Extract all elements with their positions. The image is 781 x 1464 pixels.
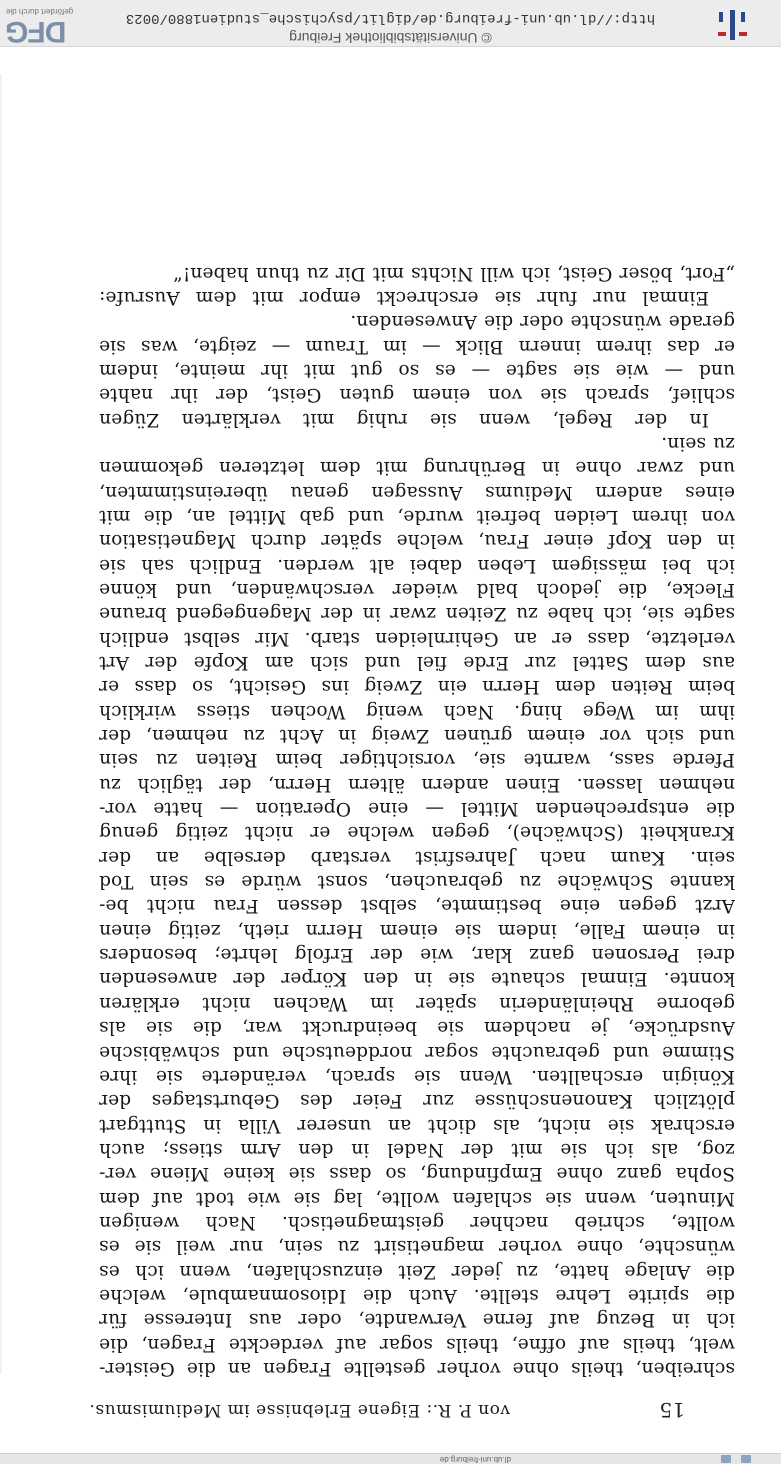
text-line: nehmen lassen. Einen andern ältern Herrn, der täglich zu: [99, 773, 735, 795]
text-line: ich in Bezug auf ferne Verwandte, oder aus Interesse für: [99, 1309, 735, 1331]
text-line: und — wie sie sagte — es so gut mit ihr meinte, indem: [99, 359, 735, 381]
text-line: welt, theils auf offne, theils sogar auf verdeckte Fragen, die: [99, 1333, 735, 1355]
dfg-mark: DFG: [6, 15, 67, 48]
viewer-scroll-bar[interactable]: [0, 1453, 781, 1464]
university-logo-icon: [711, 8, 753, 42]
body-text: [99, 260, 735, 1380]
text-line: Königin erschallten. Wenn sie sprach, veränderte sie ihre: [99, 1065, 735, 1087]
text-line: wünschte, ohne vorher magnetisirt zu sein, nur weil sie es: [99, 1236, 735, 1258]
text-line: „Fort, böser Geist, ich will Nichts mit Dir zu thun haben!“: [173, 262, 735, 284]
text-line: in den Kopf einer Frau, welche später durch Magnetisation: [99, 530, 735, 552]
text-line: konnte. Einmal schaute sie in den Körper der anwesenden: [99, 968, 735, 990]
text-line: zu sein.: [661, 432, 735, 454]
running-head: [89, 1396, 685, 1422]
text-line: Ausdrücke, je nachdem sie beeindruckt war, die sie als: [99, 1017, 735, 1039]
viewer-nav-icon[interactable]: [721, 1455, 731, 1463]
viewer-url: dl.ub.uni-freiburg.de: [439, 1455, 511, 1464]
text-line: erschrak sie nicht, als dicht an unserer Villa in Stuttgart: [99, 1114, 735, 1136]
text-line: In der Regel, wenn sie ruhig mit verklärten Zügen: [99, 408, 709, 430]
text-line: in einem Falle, indem sie einem Herrn rieth, zeitig einen: [99, 919, 735, 941]
text-line: Minuten, wenn sie schlafen wollte, lag sie wie todt auf dem: [99, 1187, 735, 1209]
text-line: ihm im Wege hing. Nach wenig Wochen stiess wirklich: [99, 700, 735, 722]
text-line: sein. Kaum nach Jahresfrist verstarb derselbe an der: [99, 846, 735, 868]
text-line: zog, als ich sie mit der Nadel in den Arm stiess; auch: [99, 1138, 735, 1160]
text-line: Sopha ganz ohne Empfindung, so dass sie keine Miene ver-: [99, 1163, 735, 1185]
text-line: von ihrem Leiden befreit wurde, und gab Mittel an, die mit: [99, 505, 735, 527]
text-line: gerade wünschte oder die Anwesenden.: [350, 311, 735, 333]
text-line: verletzte, dass er an Gehirnleiden starb. Mir selbst endlich: [99, 627, 735, 649]
text-line: Stimme und gebrauchte sogar norddeutsche und schwäbische: [99, 1041, 735, 1063]
text-line: schlief, sprach sie von einem guten Geist, der ihr nahte: [99, 384, 735, 406]
text-line: sagte sie, ich habe zu Zeiten zwar in der Magengegend braune: [99, 603, 735, 625]
text-line: die entsprechenden Mittel — eine Operation — hatte vor-: [99, 798, 735, 820]
text-line: plötzlich Kanonenschüsse zur Feier des Geburtstages der: [99, 1090, 735, 1112]
text-line: kannte Schwäche zu gebrauchen, sonst würde es sein Tod: [99, 871, 735, 893]
page-number: 15: [659, 1398, 685, 1422]
dfg-logo: [6, 6, 86, 46]
text-line: Pferde sass, warnte sie, vorsichtiger beim Reiten zu sein: [99, 749, 735, 771]
running-head-title: von P. R.: Eigene Erlebnisse im Mediumismus.: [89, 1400, 510, 1420]
dfg-tagline: gefördert durch die: [6, 7, 74, 16]
text-line: er das ihrem innern Blick — im Traum — zeigte, was sie: [99, 335, 735, 357]
text-line: wollte, schrieb nachher geistmagnetisch. Nach wenigen: [99, 1211, 735, 1233]
text-line: Krankheit (Schwäche), gegen welche er nicht zeitig genug: [99, 822, 735, 844]
text-line: Flecke, die jedoch bald wieder verschwänden, und könne: [99, 579, 735, 600]
text-line: geborne Rheinländerin später im Wachen nicht erklären: [99, 992, 735, 1014]
text-line: beim Reiten dem Herrn ein Zweig ins Gesicht, so dass er: [99, 676, 735, 698]
text-line: die Anlage hatte, zu jeder Zeit einzuschlafen, wenn ich es: [99, 1260, 735, 1282]
library-credit: © Universitätsbibliothek Freiburg: [289, 30, 492, 46]
text-line: aus dem Sattel zur Erde fiel und sich am Kopfe der Art: [99, 652, 735, 674]
text-line: drei Personen ganz klar, wie der Erfolg lehrte; besonders: [99, 944, 735, 966]
text-line: Einmal nur fuhr sie erschreckt empor mit dem Ausrufe:: [99, 286, 709, 308]
text-line: Arzt gegen eine bestimmte, selbst dessen Frau nicht be-: [99, 895, 735, 917]
text-line: die spirite Lehre stellte. Auch die Idiosomnambule, welche: [99, 1284, 735, 1306]
text-line: und zwar ohne in Berührung mit dem letzteren gekommen: [99, 457, 735, 479]
text-line: ich bei mässigem Leben dabei alt werden. Endlich sah sie: [99, 554, 735, 576]
viewer-nav-icon[interactable]: [741, 1455, 751, 1463]
text-line: schreiben, theils ohne vorher gestellte Fragen an die Geister-: [99, 1358, 735, 1379]
text-line: und sich vor einem grünen Zweig in Acht zu nehmen, der: [99, 725, 735, 747]
text-line: eines andern Mediums Aussagen genau übereinstimmten,: [99, 481, 735, 503]
permalink[interactable]: http://dl.ub.uni-freiburg.de/diglit/psychische_studien1880/0023: [125, 10, 656, 26]
scan-edge: [0, 74, 2, 1374]
footer: [0, 0, 781, 47]
